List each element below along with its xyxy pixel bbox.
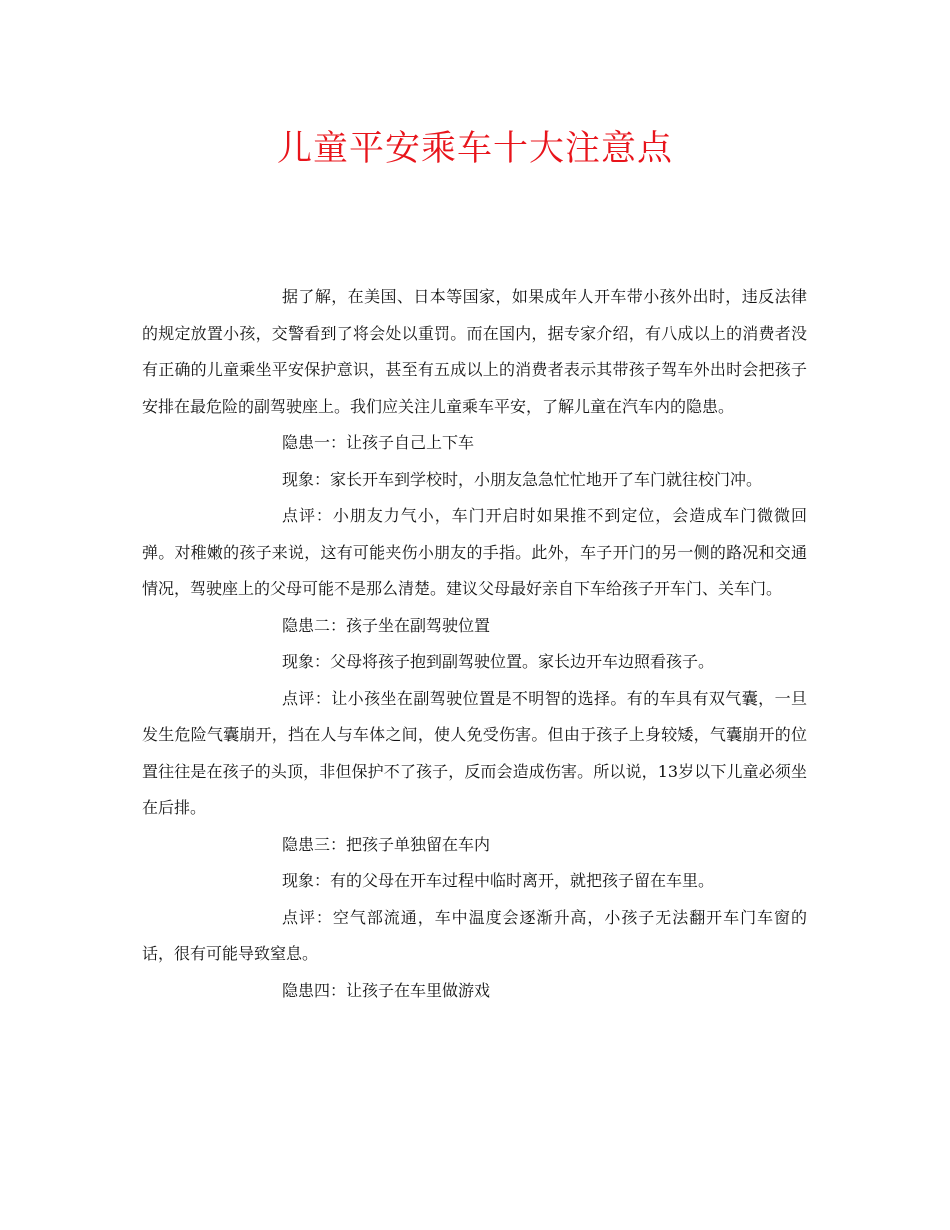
hazard-3-heading: 隐患三：把孩子单独留在车内 bbox=[282, 834, 491, 854]
hazard-3-phenomenon: 现象：有的父母在开车过程中临时离开，就把孩子留在车里。 bbox=[282, 871, 715, 890]
hazard-2-comment: 点评：让小孩坐在副驾驶位置是不明智的选择。有的车具有双气囊，一旦发生危险气囊崩开，挡在人与车体之间，使人免受伤害。但由于孩子上身较矮，气囊崩开的位置往往是在孩子的头顶，非但保护不了孩子，反而会造成伤害。所以说，13岁以下儿童必须坐在后排。 bbox=[142, 688, 807, 817]
hazard-2-heading: 隐患二：孩子坐在副驾驶位置 bbox=[282, 615, 491, 635]
hazard-4-heading: 隐患四：让孩子在车里做游戏 bbox=[282, 980, 491, 1000]
hazard-2-phenomenon: 现象：父母将孩子抱到副驾驶位置。家长边开车边照看孩子。 bbox=[282, 652, 715, 671]
hazard-1-phenomenon: 现象：家长开车到学校时，小朋友急急忙忙地开了车门就往校门冲。 bbox=[282, 469, 763, 489]
document-title: 儿童平安乘车十大注意点 bbox=[276, 129, 673, 169]
hazard-3-comment: 点评：空气部流通，车中温度会逐渐升高，小孩子无法翻开车门车窗的话，很有可能导致窒息。 bbox=[142, 907, 807, 963]
document-body bbox=[142, 279, 807, 1009]
intro-paragraph: 据了解，在美国、日本等国家，如果成年人开车带小孩外出时，违反法律的规定放置小孩，交警看到了将会处以重罚。而在国内，据专家介绍，有八成以上的消费者没有正确的儿童乘坐平安保护意识，甚至有五成以上的消费者表示其带孩子驾车外出时会把孩子安排在最危险的副驾驶座上。我们应关注儿童乘车平安，了解儿童在汽车内的隐患。 bbox=[142, 287, 807, 416]
hazard-1-heading: 隐患一：让孩子自己上下车 bbox=[282, 433, 475, 452]
hazard-1-comment: 点评：小朋友力气小，车门开启时如果推不到定位，会造成车门微微回弹。对稚嫩的孩子来说，这有可能夹伤小朋友的手指。此外，车子开门的另一侧的路况和交通情况，驾驶座上的父母可能不是那么清楚。建议父母最好亲自下车给孩子开车门、关车门。 bbox=[142, 506, 807, 598]
